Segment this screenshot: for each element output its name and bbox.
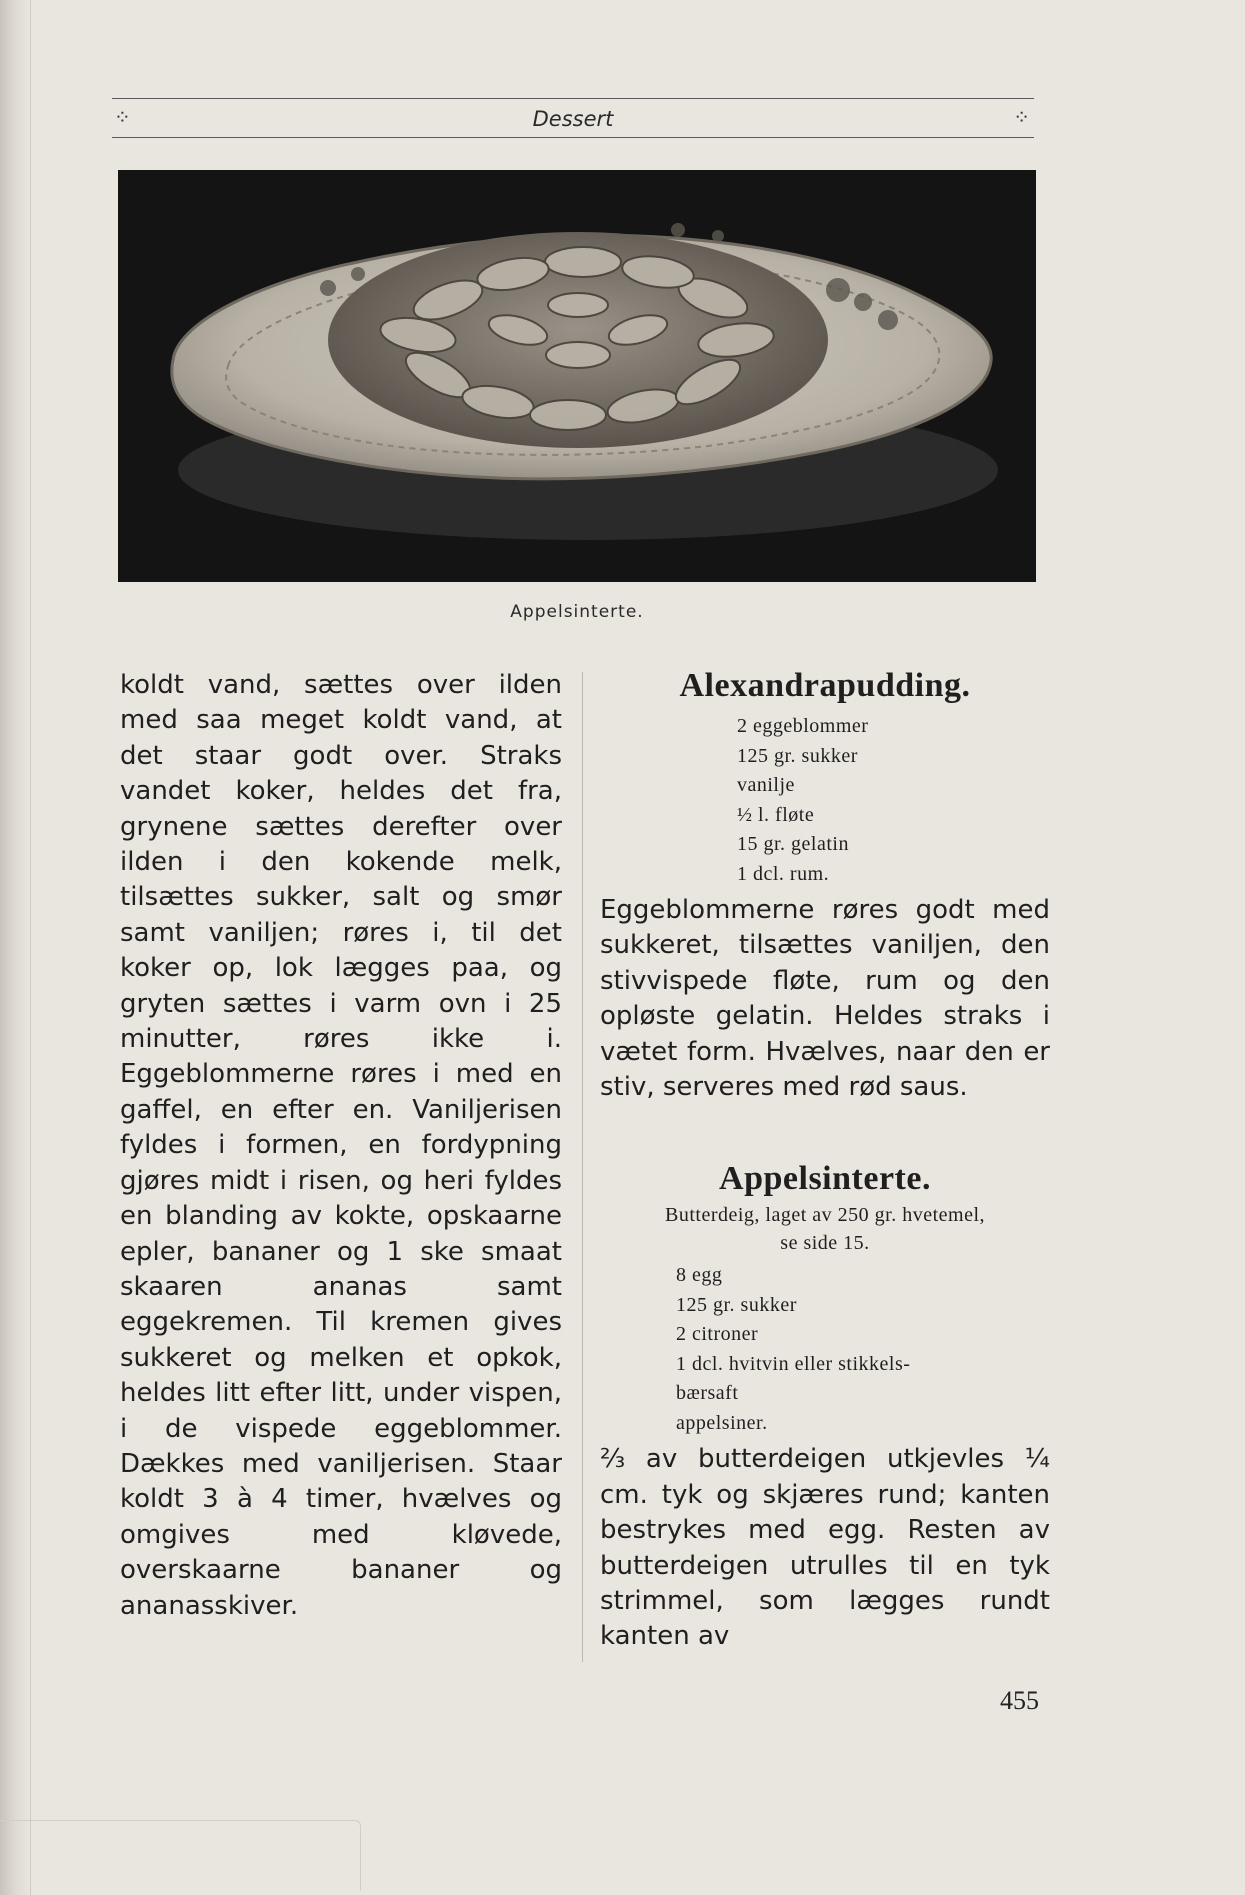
section-title: Dessert <box>532 107 614 131</box>
page-number: 455 <box>1000 1686 1039 1715</box>
page-fold-mark <box>0 1820 361 1891</box>
appelsinterte-plate-image <box>118 170 1036 582</box>
alexandrapudding-ingredients <box>600 712 1050 889</box>
book-spine-edge <box>0 0 31 1895</box>
ingredient-item: 15 gr. gelatin <box>737 833 849 855</box>
ingredient-item: 8 egg <box>676 1264 723 1287</box>
ingredient-item: vanilje <box>737 774 795 796</box>
ingredient-item: 2 citroner <box>676 1323 759 1346</box>
left-column-text: koldt vand, sættes over ilden med saa meget koldt vand, at det staar godt over. Straks vandet koker, heldes det fra, grynene sættes derefter over ilden i den kokende melk, tilsættes sukker, salt og smør samt vaniljen; røres i, til det koker op, lok lægges paa, og gryten sættes i varm ovn i 25 minutter, røres ikke i. Eggeblommerne røres i med en gaffel, en efter en. Vaniljerisen fyldes i formen, en fordypning gjøres midt i risen, og heri fyldes en blanding av kokte, opskaarne epler, bananer og 1 ske smaat skaaren ananas samt eggekremen. Til kremen gives sukkeret og melken et opkok, heldes litt efter litt, under vispen, i de vispede eggeblommer. Dækkes med vaniljerisen. Staar koldt 3 à 4 timer, hvælves og omgives med kløvede, overskaarne bananer og ananasskiver. <box>120 670 562 1621</box>
appelsinterte-title: Appelsinterte. <box>719 1160 931 1198</box>
ingredient-item: bærsaft <box>676 1382 739 1405</box>
appelsinterte-subnote-line1: Butterdeig, laget av 250 gr. hvetemel, <box>664 1204 986 1227</box>
dessert-photo <box>118 170 1036 582</box>
right-column <box>600 664 1050 1655</box>
column-divider <box>582 672 583 1662</box>
ingredient-item: ½ l. fløte <box>737 803 815 826</box>
ingredient-item: appelsiner. <box>676 1411 768 1434</box>
ornament-left-icon: ⁘ <box>114 107 131 129</box>
ingredient-item: 2 eggeblommer <box>737 715 869 737</box>
appelsinterte-subnote-line2: se side 15. <box>780 1232 870 1255</box>
running-header <box>112 98 1034 138</box>
ingredient-item: 1 dcl. rum. <box>737 862 830 885</box>
ingredient-item: 125 gr. sukker <box>737 744 858 767</box>
ornament-right-icon: ⁘ <box>1013 107 1030 129</box>
photo-caption: Appelsinterte. <box>510 602 644 622</box>
ingredient-item: 125 gr. sukker <box>676 1293 797 1316</box>
ingredient-item: 1 dcl. hvitvin eller stikkels- <box>676 1352 911 1375</box>
alexandrapudding-title: Alexandrapudding. <box>679 667 971 704</box>
appelsinterte-ingredients <box>600 1261 1050 1438</box>
alexandrapudding-method: Eggeblommerne røres godt med sukkeret, tilsættes vaniljen, den stivvispede fløte, rum og den opløste gelatin. Heldes straks i vætet form. Hvælves, naar den er stiv, serveres med rød saus. <box>600 895 1050 1103</box>
appelsinterte-method: ⅔ av butterdeigen utkjevles ¼ cm. tyk og skjæres rund; kanten bestrykes med egg. Resten av butterdeigen utrulles til en tyk strimmel, som lægges rundt kanten av <box>600 1444 1050 1652</box>
